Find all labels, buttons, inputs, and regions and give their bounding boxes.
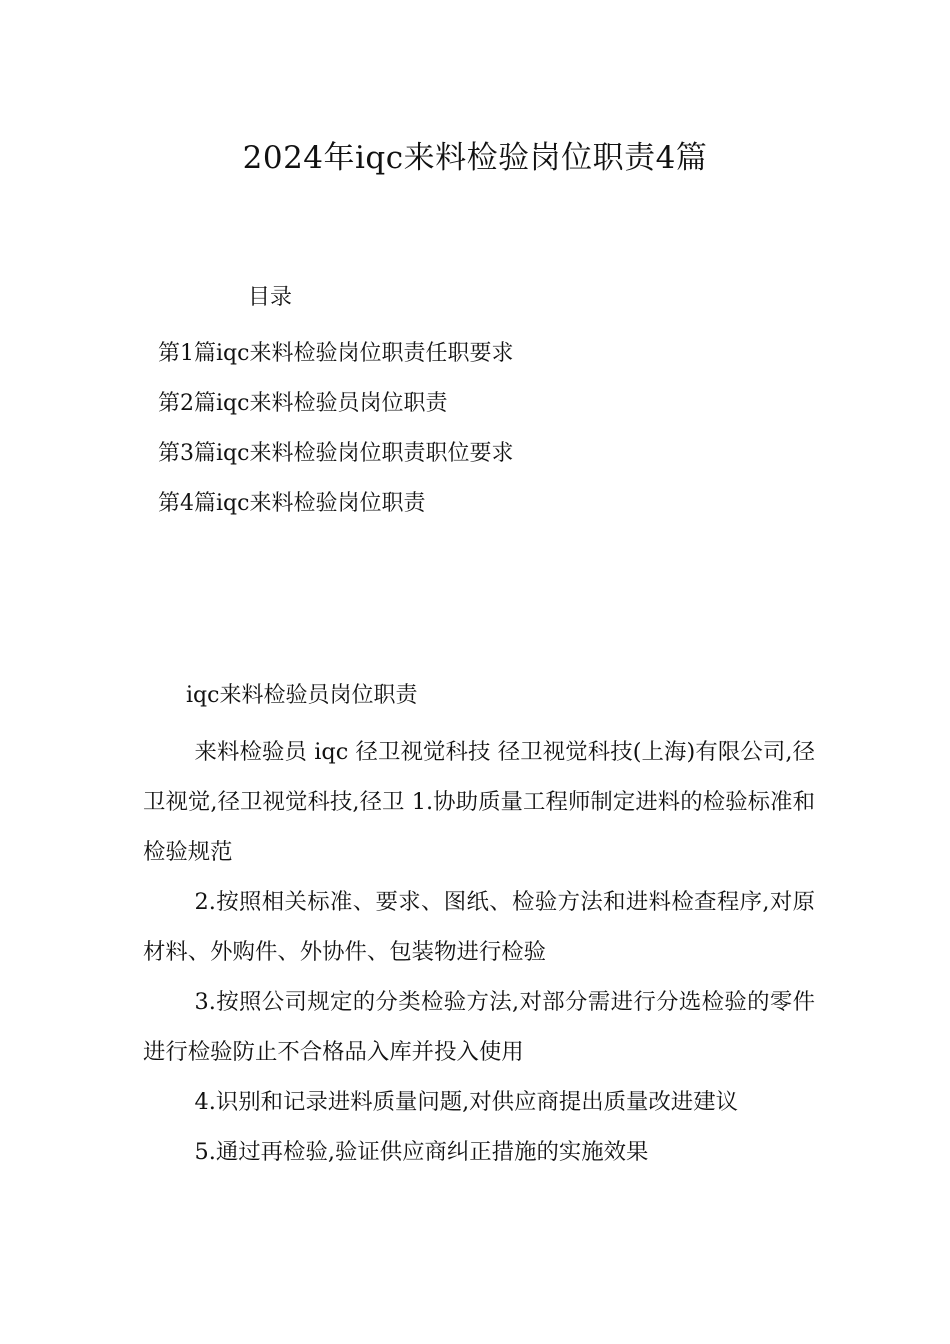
- section-heading: iqc来料检验员岗位职责: [186, 683, 418, 708]
- paragraph-item-2: 2.按照相关标准、要求、图纸、检验方法和进料检查程序,对原材料、外购件、外协件、包装物进行检验: [143, 889, 815, 965]
- document-title: 2024年iqc来料检验岗位职责4篇: [242, 140, 708, 176]
- section-body: [143, 727, 815, 1177]
- toc-item-4: 第4篇iqc来料检验岗位职责: [158, 491, 426, 516]
- paragraph-intro: 来料检验员 iqc 径卫视觉科技 径卫视觉科技(上海)有限公司,径卫视觉,径卫视觉科技,径卫 1.协助质量工程师制定进料的检验标准和检验规范: [143, 739, 815, 865]
- paragraph-item-4: 4.识别和记录进料质量问题,对供应商提出质量改进建议: [194, 1089, 738, 1115]
- paragraph-item-5: 5.通过再检验,验证供应商纠正措施的实施效果: [194, 1139, 649, 1165]
- toc-item-3: 第3篇iqc来料检验岗位职责职位要求: [158, 441, 514, 466]
- toc-heading: 目录: [248, 285, 293, 310]
- toc-list: [158, 329, 513, 529]
- paragraph-item-3: 3.按照公司规定的分类检验方法,对部分需进行分选检验的零件进行检验防止不合格品入库并投入使用: [143, 989, 815, 1065]
- toc-item-2: 第2篇iqc来料检验员岗位职责: [158, 391, 448, 416]
- toc-item-1: 第1篇iqc来料检验岗位职责任职要求: [158, 341, 514, 366]
